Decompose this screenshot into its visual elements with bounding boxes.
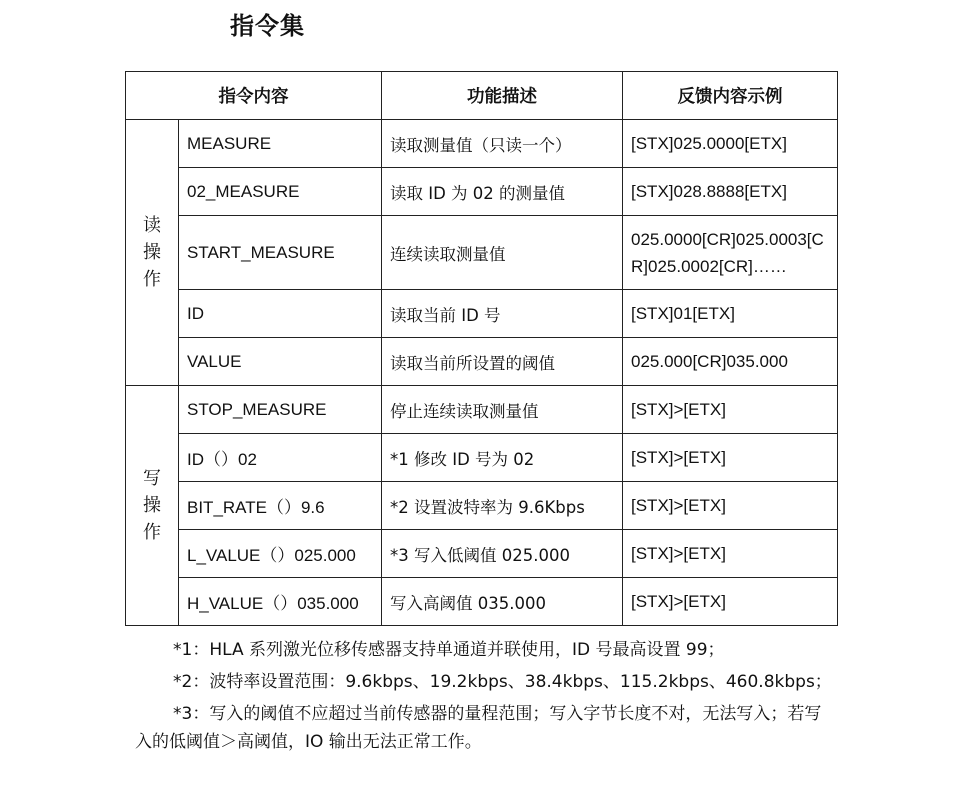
function-cell: *1 修改 ID 号为 02 bbox=[382, 434, 623, 482]
header-function: 功能描述 bbox=[382, 72, 623, 120]
footnote-1: *1：HLA 系列激光位移传感器支持单通道并联使用，ID 号最高设置 99； bbox=[173, 640, 725, 660]
function-cell: 读取当前 ID 号 bbox=[382, 290, 623, 338]
response-cell: [STX]01[ETX] bbox=[623, 290, 838, 338]
table-row bbox=[126, 530, 838, 578]
table-row bbox=[126, 578, 838, 626]
table-row bbox=[126, 168, 838, 216]
table-row bbox=[126, 338, 838, 386]
header-response: 反馈内容示例 bbox=[623, 72, 838, 120]
command-table bbox=[125, 71, 838, 626]
function-cell: *3 写入低阈值 025.000 bbox=[382, 530, 623, 578]
table-header-row bbox=[126, 72, 838, 120]
function-cell: 读取 ID 为 02 的测量值 bbox=[382, 168, 623, 216]
response-cell: [STX]025.0000[ETX] bbox=[623, 120, 838, 168]
footnote-3: *3：写入的阈值不应超过当前传感器的量程范围；写入字节长度不对，无法写入；若写入的低阈值＞高阈值，IO 输出无法正常工作。 bbox=[135, 704, 822, 752]
table-row bbox=[126, 386, 838, 434]
command-cell: BIT_RATE（）9.6 bbox=[179, 482, 382, 530]
footnote-2: *2：波特率设置范围：9.6kbps、19.2kbps、38.4kbps、115.2kbps、460.8kbps； bbox=[173, 672, 832, 692]
header-command: 指令内容 bbox=[126, 72, 382, 120]
command-cell: ID bbox=[179, 290, 382, 338]
table-row bbox=[126, 434, 838, 482]
function-cell: 写入高阈值 035.000 bbox=[382, 578, 623, 626]
command-cell: STOP_MEASURE bbox=[179, 386, 382, 434]
response-cell: [STX]>[ETX] bbox=[623, 386, 838, 434]
function-cell: *2 设置波特率为 9.6Kbps bbox=[382, 482, 623, 530]
command-cell: MEASURE bbox=[179, 120, 382, 168]
command-cell: START_MEASURE bbox=[179, 216, 382, 290]
group-label-read: 读 操 作 bbox=[126, 120, 179, 386]
table-row bbox=[126, 482, 838, 530]
command-cell: H_VALUE（）035.000 bbox=[179, 578, 382, 626]
command-cell: ID（）02 bbox=[179, 434, 382, 482]
response-cell: [STX]>[ETX] bbox=[623, 482, 838, 530]
command-cell: VALUE bbox=[179, 338, 382, 386]
command-cell: L_VALUE（）025.000 bbox=[179, 530, 382, 578]
function-cell: 连续读取测量值 bbox=[382, 216, 623, 290]
table-row bbox=[126, 120, 838, 168]
response-cell: [STX]>[ETX] bbox=[623, 530, 838, 578]
page-title: 指令集 bbox=[230, 12, 305, 40]
group-label-write: 写 操 作 bbox=[126, 386, 179, 626]
table-row bbox=[126, 216, 838, 290]
footnotes bbox=[135, 636, 835, 760]
response-cell: [STX]028.8888[ETX] bbox=[623, 168, 838, 216]
function-cell: 读取测量值（只读一个） bbox=[382, 120, 623, 168]
function-cell: 停止连续读取测量值 bbox=[382, 386, 623, 434]
response-cell: [STX]>[ETX] bbox=[623, 434, 838, 482]
command-cell: 02_MEASURE bbox=[179, 168, 382, 216]
table-row bbox=[126, 290, 838, 338]
response-cell: 025.0000[CR]025.0003[CR]025.0002[CR]…… bbox=[623, 216, 838, 290]
response-cell: 025.000[CR]035.000 bbox=[623, 338, 838, 386]
response-cell: [STX]>[ETX] bbox=[623, 578, 838, 626]
function-cell: 读取当前所设置的阈值 bbox=[382, 338, 623, 386]
